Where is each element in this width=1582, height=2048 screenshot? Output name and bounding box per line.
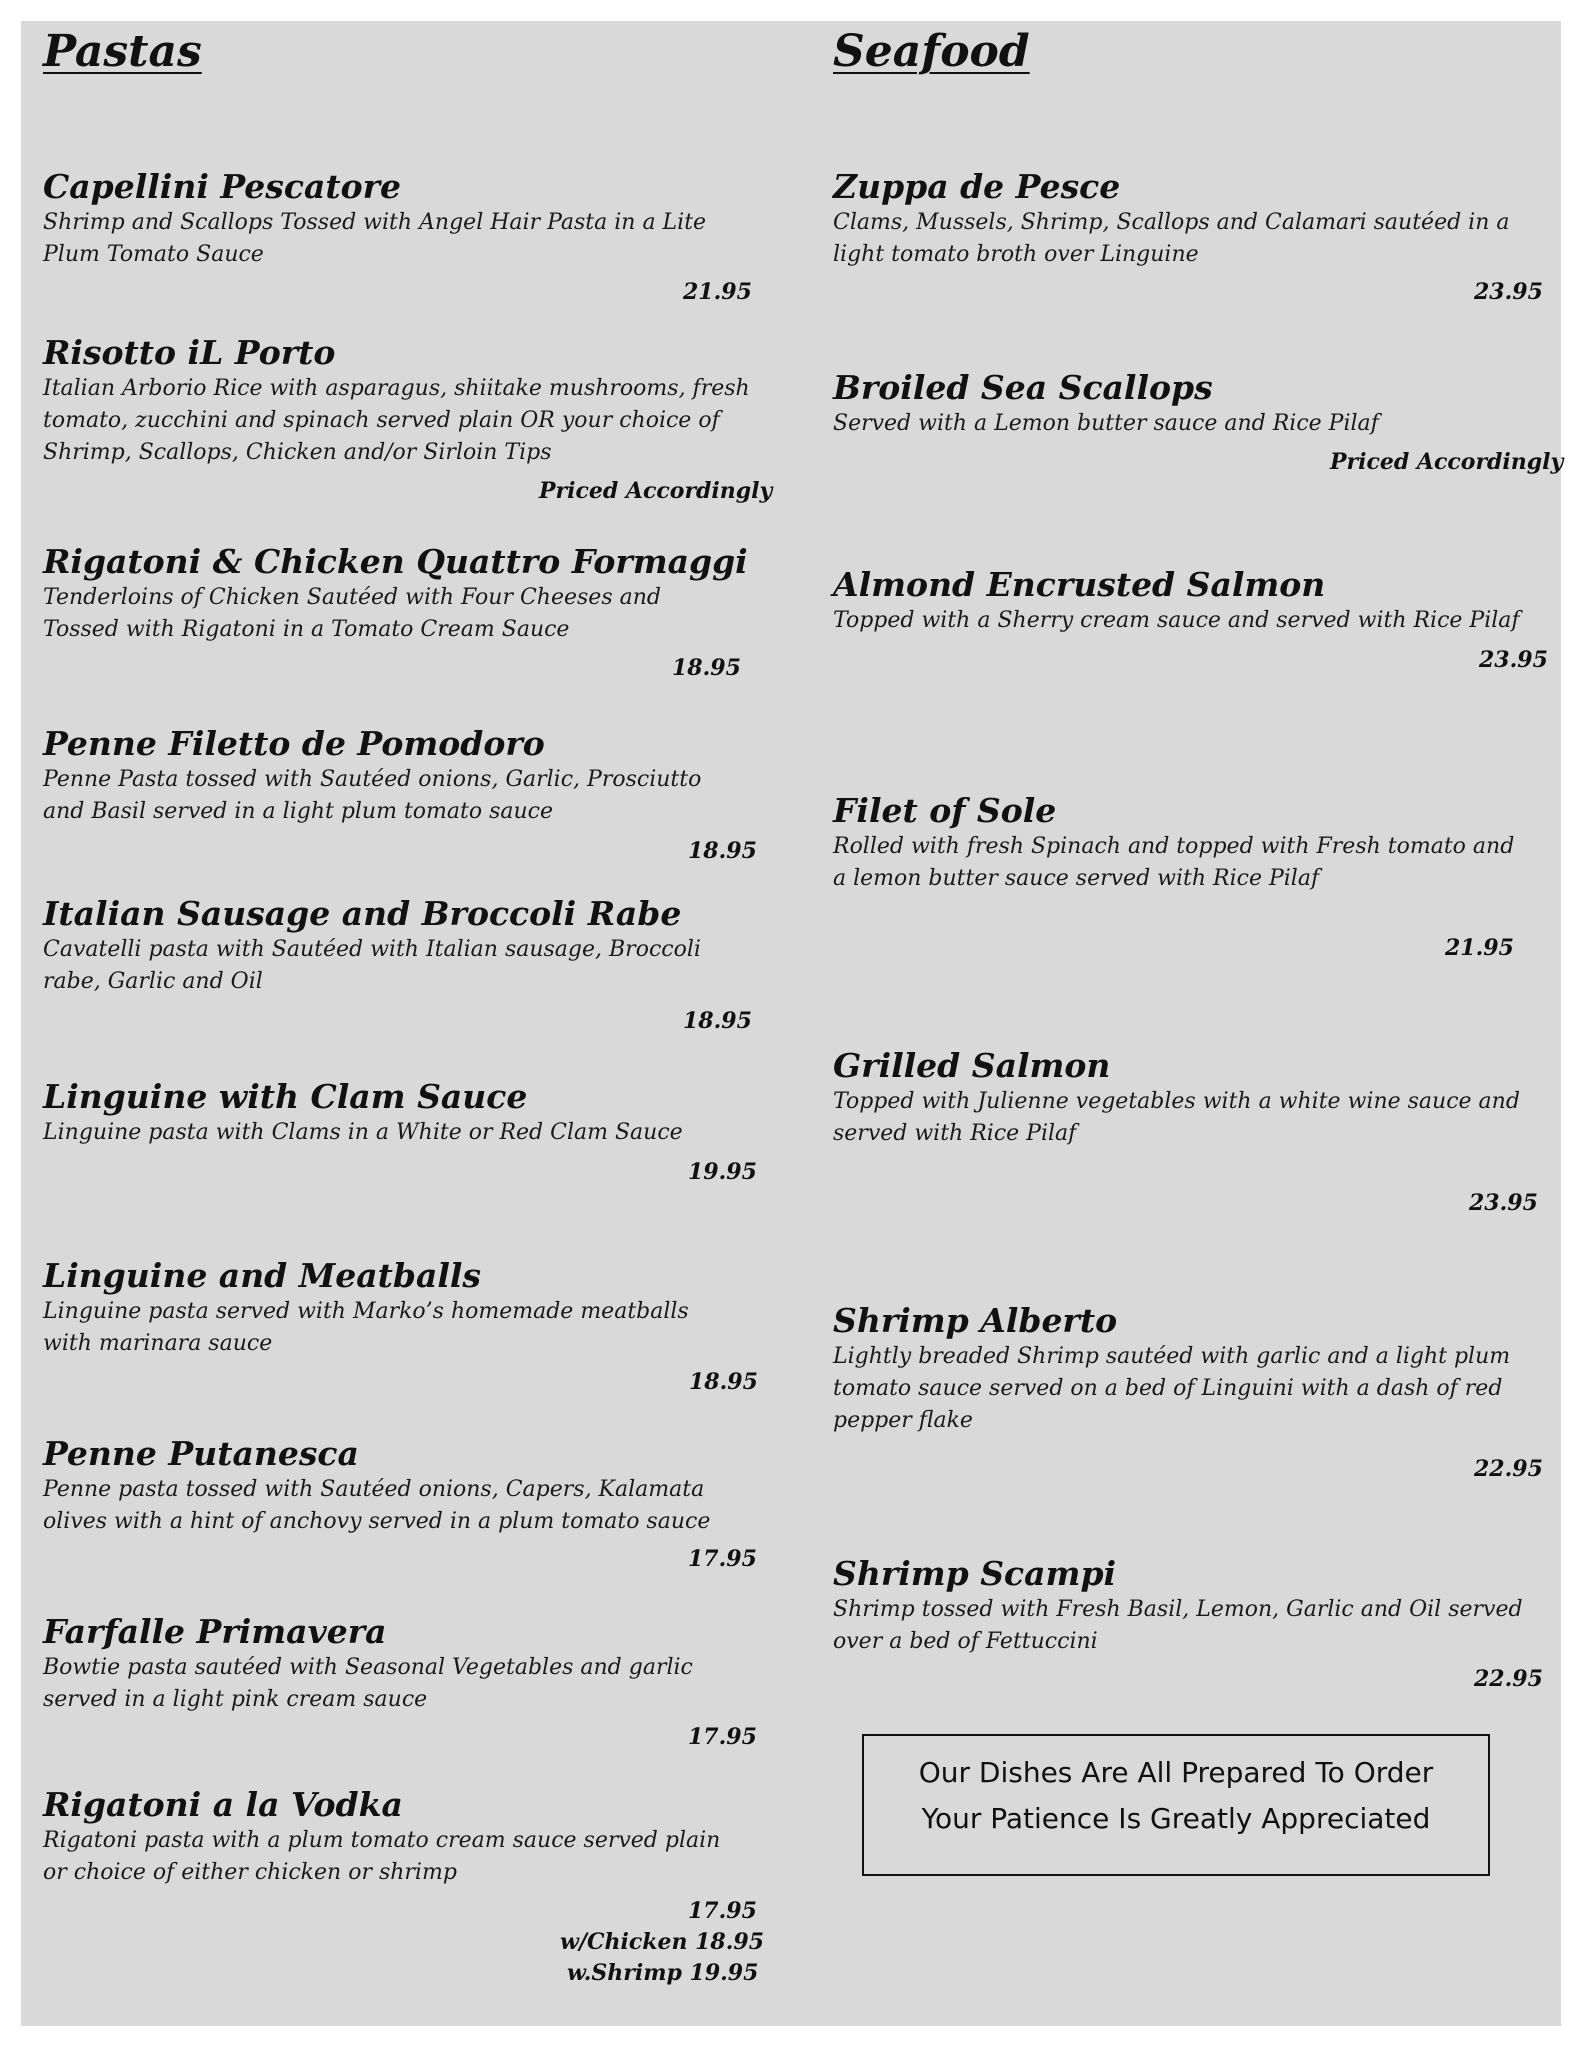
menu-item [43, 542, 773, 646]
item-name: Broiled Sea Scallops [833, 368, 1213, 407]
menu-item [43, 1612, 773, 1716]
menu-item [833, 1046, 1563, 1150]
menu-item [833, 167, 1563, 271]
notice-line-1: Our Dishes Are All Prepared To Order [918, 1756, 1434, 1789]
item-name: Rigatoni & Chicken Quattro Formaggi [43, 542, 748, 581]
item-name: Linguine and Meatballs [43, 1256, 482, 1295]
menu-item [833, 1554, 1563, 1658]
menu-page [21, 21, 1564, 2026]
item-name: Risotto iL Porto [43, 333, 336, 372]
item-description: Tenderloins of Chicken Sautéed with Four Cheeses and Tossed with Rigatoni in a Tomato Cream Sauce [43, 585, 661, 642]
item-name: Penne Filetto de Pomodoro [43, 724, 545, 763]
item-description: Bowtie pasta sautéed with Seasonal Vegetables and garlic served in a light pink cream sauce [43, 1655, 693, 1712]
item-name: Penne Putanesca [43, 1434, 359, 1473]
menu-item [833, 368, 1563, 440]
item-price-shrimp: w.Shrimp 19.95 [567, 1960, 759, 1986]
seafood-heading: Seafood [833, 26, 1030, 77]
item-price: 18.95 [672, 655, 741, 681]
item-price: 18.95 [689, 1369, 758, 1395]
menu-item [833, 1301, 1563, 1437]
menu-item [43, 1256, 773, 1360]
item-description: Shrimp and Scallops Tossed with Angel Hair Pasta in a Lite Plum Tomato Sauce [43, 210, 707, 267]
item-description: Rolled with fresh Spinach and topped with Fresh tomato and a lemon butter sauce served with Rice Pilaf [833, 834, 1515, 891]
item-name: Grilled Salmon [833, 1046, 1111, 1085]
item-price: 17.95 [688, 1898, 757, 1924]
item-description: Linguine pasta with Clams in a White or Red Clam Sauce [43, 1120, 683, 1145]
item-description: Penne pasta tossed with Sautéed onions, Capers, Kalamata olives with a hint of anchovy served in a plum tomato sauce [43, 1477, 711, 1534]
item-description: Italian Arborio Rice with asparagus, shiitake mushrooms, fresh tomato, zucchini and spinach served plain OR your choice of Shrimp, Scallops, Chicken and/or Sirloin Tips [43, 376, 750, 465]
item-price: 23.95 [1474, 279, 1543, 305]
item-description: Shrimp tossed with Fresh Basil, Lemon, Garlic and Oil served over a bed of Fettuccini [833, 1597, 1523, 1654]
menu-item [43, 333, 773, 469]
item-price: 18.95 [688, 838, 757, 864]
item-name: Zuppa de Pesce [833, 167, 1121, 206]
item-name: Capellini Pescatore [43, 167, 401, 206]
item-name: Italian Sausage and Broccoli Rabe [43, 894, 682, 933]
item-name: Linguine with Clam Sauce [43, 1077, 528, 1116]
item-price-chicken: w/Chicken 18.95 [560, 1929, 765, 1955]
item-price: Priced Accordingly [1330, 449, 1564, 475]
item-name: Filet of Sole [833, 791, 1057, 830]
item-price: Priced Accordingly [539, 478, 773, 504]
item-description: Penne Pasta tossed with Sautéed onions, Garlic, Prosciutto and Basil served in a light plum tomato sauce [43, 767, 702, 824]
item-description: Rigatoni pasta with a plum tomato cream sauce served plain or choice of either chicken or shrimp [43, 1828, 721, 1885]
item-price: 21.95 [1445, 935, 1514, 961]
menu-item [43, 894, 773, 998]
item-name: Shrimp Alberto [833, 1301, 1118, 1340]
item-name: Almond Encrusted Salmon [833, 565, 1326, 604]
menu-item [833, 565, 1563, 637]
item-description: Linguine pasta served with Marko’s homemade meatballs with marinara sauce [43, 1299, 689, 1356]
menu-item [833, 791, 1563, 895]
item-price: 22.95 [1474, 1666, 1543, 1692]
menu-item [43, 1434, 773, 1538]
item-price: 19.95 [688, 1159, 757, 1185]
pastas-heading: Pastas [43, 26, 202, 77]
item-description: Topped with Julienne vegetables with a white wine sauce and served with Rice Pilaf [833, 1089, 1520, 1146]
item-name: Rigatoni a la Vodka [43, 1785, 403, 1824]
item-price: 23.95 [1469, 1190, 1538, 1216]
item-description: Topped with a Sherry cream sauce and served with Rice Pilaf [833, 608, 1520, 633]
item-price: 18.95 [683, 1008, 752, 1034]
menu-item [43, 1785, 773, 1889]
menu-item [43, 724, 773, 828]
menu-item [43, 167, 773, 271]
item-description: Lightly breaded Shrimp sautéed with garlic and a light plum tomato sauce served on a bed of Linguini with a dash of red pepper flake [833, 1344, 1511, 1433]
item-price: 21.95 [683, 279, 752, 305]
item-price: 22.95 [1474, 1456, 1543, 1482]
item-price: 17.95 [688, 1546, 757, 1572]
item-name: Shrimp Scampi [833, 1554, 1117, 1593]
item-description: Clams, Mussels, Shrimp, Scallops and Calamari sautéed in a light tomato broth over Linguine [833, 210, 1510, 267]
item-description: Cavatelli pasta with Sautéed with Italian sausage, Broccoli rabe, Garlic and Oil [43, 937, 701, 994]
item-price: 17.95 [688, 1724, 757, 1750]
menu-item [43, 1077, 773, 1149]
item-description: Served with a Lemon butter sauce and Rice Pilaf [833, 411, 1379, 436]
item-name: Farfalle Primavera [43, 1612, 387, 1651]
notice-line-2: Your Patience Is Greatly Appreciated [921, 1802, 1431, 1835]
item-price: 23.95 [1479, 647, 1548, 673]
notice-box [862, 1734, 1490, 1876]
